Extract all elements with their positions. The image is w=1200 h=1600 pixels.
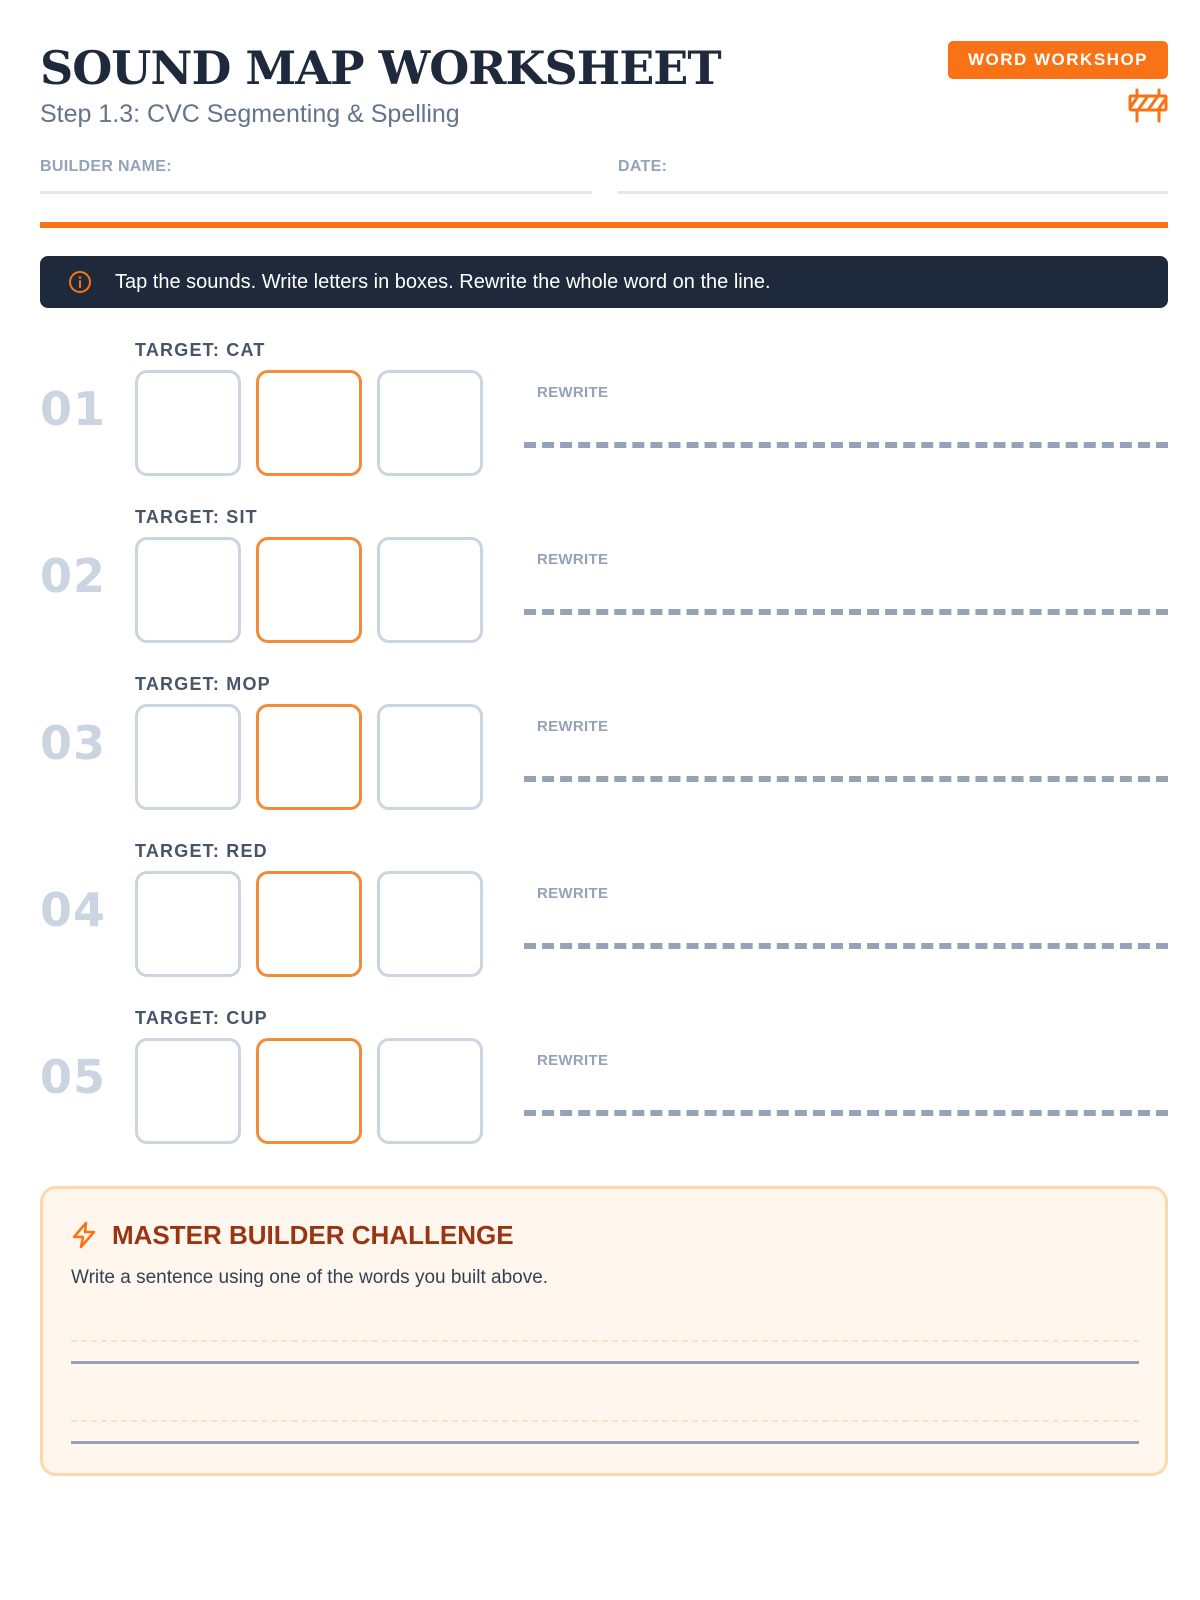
sound-box-2[interactable] [256, 537, 362, 643]
sound-box-3[interactable] [377, 704, 483, 810]
sound-box-3[interactable] [377, 1038, 483, 1144]
worksheet-header [40, 40, 1168, 130]
builder-name-label: BUILDER NAME: [40, 158, 172, 175]
instruction-banner [40, 256, 1168, 308]
sound-box-3[interactable] [377, 370, 483, 476]
target-word-label: TARGET: MOP [135, 674, 271, 694]
header-divider [40, 222, 1168, 228]
row-number: 02 [40, 549, 107, 603]
row-number: 03 [40, 716, 107, 770]
rewrite-line[interactable] [524, 442, 1168, 448]
writing-guide-line [71, 1420, 1139, 1422]
sound-box-1[interactable] [135, 1038, 241, 1144]
instruction-text: Tap the sounds. Write letters in boxes. Rewrite the whole word on the line. [115, 271, 771, 293]
challenge-prompt: Write a sentence using one of the words you built above. [71, 1267, 549, 1288]
builder-name-field[interactable] [40, 158, 592, 194]
sound-box-2[interactable] [256, 1038, 362, 1144]
sentence-line-2[interactable] [71, 1441, 1139, 1444]
rewrite-label: REWRITE [537, 718, 609, 735]
sound-box-2[interactable] [256, 871, 362, 977]
rewrite-label: REWRITE [537, 551, 609, 568]
word-row-3 [40, 674, 1168, 824]
rewrite-label: REWRITE [537, 885, 609, 902]
challenge-box [40, 1186, 1168, 1476]
rewrite-line[interactable] [524, 776, 1168, 782]
page-title: SOUND MAP WORKSHEET [40, 41, 721, 95]
target-word-label: TARGET: SIT [135, 507, 258, 527]
student-info-fields [40, 158, 1168, 194]
sentence-line-1[interactable] [71, 1361, 1139, 1364]
row-number: 05 [40, 1050, 107, 1104]
info-icon [68, 270, 92, 294]
target-word-label: TARGET: CUP [135, 1008, 268, 1028]
word-row-5 [40, 1008, 1168, 1158]
sound-box-2[interactable] [256, 704, 362, 810]
brand-badge: WORD WORKSHOP [948, 41, 1168, 79]
word-row-1 [40, 340, 1168, 490]
target-word-label: TARGET: CAT [135, 340, 266, 360]
rewrite-label: REWRITE [537, 1052, 609, 1069]
date-field[interactable] [618, 158, 1168, 194]
challenge-title: MASTER BUILDER CHALLENGE [112, 1220, 514, 1250]
page-subtitle: Step 1.3: CVC Segmenting & Spelling [40, 100, 460, 128]
rewrite-line[interactable] [524, 943, 1168, 949]
row-number: 04 [40, 883, 107, 937]
word-row-2 [40, 507, 1168, 657]
sound-box-1[interactable] [135, 871, 241, 977]
lightning-bolt-icon [71, 1221, 97, 1249]
target-word-label: TARGET: RED [135, 841, 268, 861]
sound-box-3[interactable] [377, 537, 483, 643]
construction-barrier-icon [1128, 88, 1168, 124]
sound-box-1[interactable] [135, 370, 241, 476]
date-label: DATE: [618, 158, 668, 175]
rewrite-line[interactable] [524, 609, 1168, 615]
rewrite-line[interactable] [524, 1110, 1168, 1116]
sound-box-1[interactable] [135, 704, 241, 810]
row-number: 01 [40, 382, 107, 436]
rewrite-label: REWRITE [537, 384, 609, 401]
sound-box-2[interactable] [256, 370, 362, 476]
sound-box-1[interactable] [135, 537, 241, 643]
sound-box-3[interactable] [377, 871, 483, 977]
word-row-4 [40, 841, 1168, 991]
writing-guide-line [71, 1340, 1139, 1342]
